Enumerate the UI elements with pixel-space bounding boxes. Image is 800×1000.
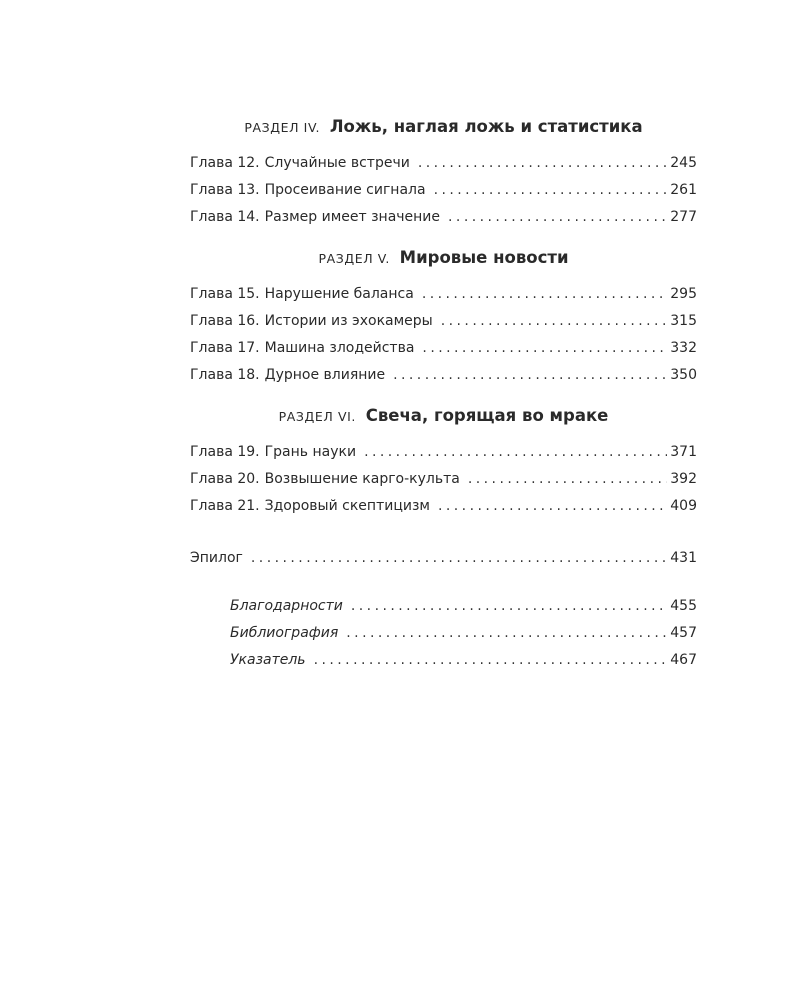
toc-entry-chapter-12[interactable] (190, 150, 697, 177)
spacer (190, 231, 697, 243)
chapter-number: Глава 21. (190, 498, 260, 514)
dot-leader (351, 593, 667, 620)
chapter-number: Глава 16. (190, 313, 260, 329)
chapter-number: Глава 14. (190, 209, 260, 225)
page-number: 277 (670, 209, 697, 225)
appendix-title: Библиография (230, 625, 339, 641)
chapter-number: Глава 13. (190, 182, 260, 198)
section-title: Мировые новости (399, 248, 569, 267)
chapter-title: Случайные встречи (264, 155, 410, 171)
section-title: Свеча, горящая во мраке (365, 406, 609, 425)
page-number: 350 (670, 367, 697, 383)
dot-leader (438, 493, 667, 520)
section-iv (190, 112, 697, 231)
page-number: 467 (670, 652, 697, 668)
page-number: 409 (670, 498, 697, 514)
toc-entry-chapter-14[interactable] (190, 204, 697, 231)
appendix-title: Благодарности (230, 598, 343, 614)
chapter-number: Глава 12. (190, 155, 260, 171)
section-heading (190, 401, 697, 431)
appendix-title: Указатель (230, 652, 306, 668)
chapter-title: Размер имеет значение (264, 209, 441, 225)
chapter-number: Глава 20. (190, 471, 260, 487)
chapter-title: Машина злодейства (264, 340, 415, 356)
dot-leader (448, 204, 667, 231)
dot-leader (441, 308, 668, 335)
dot-leader (418, 150, 667, 177)
toc-entry-chapter-20[interactable] (190, 466, 697, 493)
toc-entry-chapter-18[interactable] (190, 362, 697, 389)
toc-entry-acknowledgements[interactable] (230, 593, 697, 620)
appendix-list (190, 593, 697, 674)
epilog-title: Эпилог (190, 550, 243, 566)
section-heading (190, 243, 697, 273)
page-number: 261 (670, 182, 697, 198)
chapter-title: Просеивание сигнала (264, 182, 426, 198)
chapter-number: Глава 19. (190, 444, 260, 460)
section-label: РАЗДЕЛ IV. (244, 120, 321, 135)
chapter-title: Возвышение карго-культа (264, 471, 460, 487)
page-number: 455 (670, 598, 697, 614)
section-title: Ложь, наглая ложь и статистика (329, 117, 643, 136)
page-number: 431 (670, 550, 697, 566)
chapter-title: Дурное влияние (264, 367, 386, 383)
chapter-number: Глава 17. (190, 340, 260, 356)
dot-leader (422, 281, 667, 308)
section-label: РАЗДЕЛ VI. (278, 409, 356, 424)
spacer (190, 389, 697, 401)
dot-leader (434, 177, 668, 204)
section-v (190, 243, 697, 389)
toc-entry-chapter-15[interactable] (190, 281, 697, 308)
section-vi (190, 401, 697, 520)
spacer (190, 520, 697, 545)
toc-entry-chapter-21[interactable] (190, 493, 697, 520)
toc-entry-bibliography[interactable] (230, 620, 697, 647)
page-number: 457 (670, 625, 697, 641)
page-number: 332 (670, 340, 697, 356)
chapter-title: Здоровый скептицизм (264, 498, 430, 514)
dot-leader (314, 647, 668, 674)
toc-entry-index[interactable] (230, 647, 697, 674)
page-number: 315 (670, 313, 697, 329)
toc-entry-chapter-16[interactable] (190, 308, 697, 335)
toc-entry-chapter-19[interactable] (190, 439, 697, 466)
section-heading (190, 112, 697, 142)
chapter-number: Глава 15. (190, 286, 260, 302)
page-number: 392 (670, 471, 697, 487)
dot-leader (468, 466, 667, 493)
toc-entry-chapter-17[interactable] (190, 335, 697, 362)
page-number: 295 (670, 286, 697, 302)
dot-leader (393, 362, 667, 389)
dot-leader (422, 335, 667, 362)
toc-entry-epilog[interactable] (190, 545, 697, 572)
page-number: 245 (670, 155, 697, 171)
chapter-title: Истории из эхокамеры (264, 313, 433, 329)
table-of-contents (190, 112, 697, 674)
chapter-title: Нарушение баланса (264, 286, 414, 302)
page-number: 371 (670, 444, 697, 460)
dot-leader (251, 545, 667, 572)
dot-leader (346, 620, 667, 647)
chapter-title: Грань науки (264, 444, 357, 460)
section-label: РАЗДЕЛ V. (318, 251, 390, 266)
dot-leader (364, 439, 667, 466)
chapter-number: Глава 18. (190, 367, 260, 383)
toc-entry-chapter-13[interactable] (190, 177, 697, 204)
spacer (190, 572, 697, 593)
